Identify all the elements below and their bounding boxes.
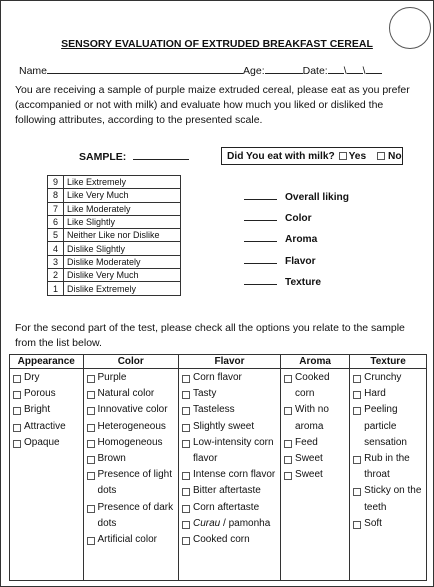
scale-row (48, 242, 181, 255)
color-option[interactable] (87, 435, 176, 451)
attribute-score-field[interactable] (244, 263, 277, 264)
option-label: Presence of dark dots (97, 501, 174, 529)
date-separator: \ (362, 65, 366, 77)
checkbox[interactable] (353, 521, 361, 529)
scale-label: Dislike Very Much (64, 269, 181, 282)
attribute-overall-liking: Overall liking (244, 192, 349, 203)
aroma-option[interactable] (284, 370, 347, 402)
checkbox[interactable] (182, 375, 190, 383)
texture-option[interactable] (353, 402, 424, 451)
checkbox[interactable] (87, 375, 95, 383)
option-label: Innovative color (97, 404, 168, 416)
color-option[interactable] (87, 532, 176, 548)
age-field[interactable] (265, 63, 303, 74)
flavor-option[interactable] (182, 500, 278, 516)
checkbox[interactable] (182, 505, 190, 513)
milk-no-checkbox[interactable] (377, 152, 385, 160)
option-label: Presence of light dots (97, 469, 173, 497)
appearance-option[interactable] (13, 435, 81, 451)
hedonic-scale-table (47, 175, 181, 296)
scale-label: Like Moderately (64, 202, 181, 215)
sample-label: SAMPLE: (79, 151, 127, 163)
appearance-option[interactable] (13, 386, 81, 402)
checkbox[interactable] (353, 391, 361, 399)
date-year-field[interactable] (366, 63, 382, 74)
aroma-option[interactable] (284, 467, 347, 483)
scale-label: Dislike Extremely (64, 282, 181, 295)
scale-label: Neither Like nor Dislike (64, 229, 181, 242)
option-label: Natural color (97, 388, 155, 400)
flavor-option[interactable] (182, 419, 278, 435)
attribute-color: Color (244, 213, 312, 224)
appearance-option[interactable] (13, 419, 81, 435)
texture-option[interactable] (353, 483, 424, 515)
flavor-option[interactable] (182, 370, 278, 386)
option-label: Dry (24, 372, 40, 383)
option-label: Sweet (295, 469, 323, 481)
flavor-option[interactable] (182, 483, 278, 499)
checkbox[interactable] (284, 472, 292, 480)
attribute-score-field[interactable] (244, 199, 277, 200)
attribute-texture: Texture (244, 277, 321, 288)
color-option[interactable] (87, 386, 176, 402)
option-label: Corn aftertaste (192, 501, 260, 513)
scale-label: Dislike Slightly (64, 242, 181, 255)
color-option[interactable] (87, 370, 176, 386)
milk-yes-checkbox[interactable] (339, 152, 347, 160)
scale-number: 8 (48, 189, 64, 202)
color-option[interactable] (87, 451, 176, 467)
flavor-options (178, 369, 280, 581)
sample-field[interactable] (133, 149, 189, 160)
option-label (193, 516, 270, 532)
scale-label: Dislike Moderately (64, 255, 181, 268)
instructions-paragraph: You are receiving a sample of purple maize extruded cereal, please eat as you prefer (accompanied or not with milk) and evaluate how much you liked or disliked the following attributes, according to the presented scale. (15, 84, 410, 126)
option-label-italic: Curau (192, 517, 221, 529)
scale-number: 3 (48, 255, 64, 268)
header-aroma: Aroma (281, 355, 350, 369)
scale-number: 2 (48, 269, 64, 282)
texture-option[interactable] (353, 386, 424, 402)
scale-row (48, 282, 181, 295)
header-appearance: Appearance (10, 355, 84, 369)
color-option[interactable] (87, 419, 176, 435)
option-label: With no aroma (295, 404, 329, 432)
texture-options (350, 369, 427, 581)
flavor-option[interactable] (182, 386, 278, 402)
checkbox[interactable] (353, 375, 361, 383)
descriptor-checklist-table (9, 354, 427, 581)
scale-number: 6 (48, 215, 64, 228)
option-label: Heterogeneous (97, 420, 166, 432)
flavor-option[interactable] (182, 516, 278, 532)
scale-row (48, 215, 181, 228)
appearance-options (10, 369, 84, 581)
scale-number: 9 (48, 176, 64, 189)
scale-row (48, 176, 181, 189)
checkbox[interactable] (13, 391, 21, 399)
option-label: Sweet (295, 453, 323, 465)
checkbox[interactable] (87, 424, 95, 432)
sample-line (79, 149, 189, 163)
attribute-score-field[interactable] (244, 220, 277, 221)
texture-option[interactable] (353, 370, 424, 386)
date-label: Date: (302, 65, 328, 77)
option-label: Bright (24, 404, 51, 416)
checkbox[interactable] (87, 537, 95, 545)
checkbox[interactable] (182, 440, 190, 448)
checkbox[interactable] (182, 472, 190, 480)
checkbox[interactable] (87, 391, 95, 399)
option-label-rest: / pamonha (223, 517, 271, 529)
date-day-field[interactable] (328, 63, 344, 74)
checkbox[interactable] (13, 407, 21, 415)
aroma-option[interactable] (284, 435, 347, 451)
checkbox[interactable] (182, 424, 190, 432)
aroma-options (281, 369, 350, 581)
option-label: Slightly sweet (192, 420, 255, 432)
scale-label: Like Extremely (64, 176, 181, 189)
appearance-option[interactable] (13, 370, 81, 386)
option-label: Attractive (24, 420, 66, 432)
checkbox[interactable] (182, 391, 190, 399)
second-part-instructions: For the second part of the test, please check all the options you relate to the sample from the list below. (15, 322, 405, 349)
aroma-option[interactable] (284, 402, 347, 434)
header-flavor: Flavor (178, 355, 280, 369)
checkbox[interactable] (284, 440, 292, 448)
option-label: Cooked corn (295, 372, 330, 400)
checkbox[interactable] (284, 456, 292, 464)
option-label: Intense corn flavor (192, 469, 276, 481)
texture-option[interactable] (353, 516, 424, 532)
name-field[interactable] (47, 63, 243, 74)
attribute-score-field[interactable] (244, 241, 277, 242)
option-label: Artificial color (97, 534, 157, 546)
option-label: Low-intensity corn flavor (192, 436, 274, 465)
scale-number: 7 (48, 202, 64, 215)
header-texture: Texture (350, 355, 427, 369)
checkbox[interactable] (353, 456, 361, 464)
option-label: Soft (364, 517, 382, 529)
scale-number: 4 (48, 242, 64, 255)
checkbox[interactable] (13, 424, 21, 432)
option-label: Crunchy (364, 372, 402, 383)
option-label: Hard (364, 388, 386, 400)
scale-row (48, 202, 181, 215)
color-option[interactable] (87, 500, 176, 532)
scale-row (48, 229, 181, 242)
milk-question: Did You eat with milk? (227, 151, 335, 162)
aroma-option[interactable] (284, 451, 347, 467)
form-title: SENSORY EVALUATION OF EXTRUDED BREAKFAST CEREAL (61, 38, 373, 50)
option-label: Porous (24, 388, 56, 400)
scale-row (48, 269, 181, 282)
checkbox[interactable] (182, 488, 190, 496)
option-label: Purple (97, 372, 127, 383)
option-label: Cooked corn (192, 534, 250, 546)
option-label: Corn flavor (192, 372, 242, 383)
option-label: Tasty (192, 388, 217, 400)
checkbox[interactable] (87, 472, 95, 480)
attribute-aroma: Aroma (244, 234, 317, 245)
milk-no-label: No (388, 151, 402, 162)
checkbox[interactable] (13, 375, 21, 383)
checkbox[interactable] (87, 505, 95, 513)
flavor-option[interactable] (182, 402, 278, 418)
texture-option[interactable] (353, 451, 424, 483)
option-label: Feed (295, 436, 318, 448)
option-label: Sticky on the teeth (364, 485, 422, 513)
color-option[interactable] (87, 467, 176, 499)
option-label: Rub in the throat (364, 453, 410, 481)
checkbox[interactable] (284, 407, 292, 415)
checkbox[interactable] (182, 537, 190, 545)
scale-number: 5 (48, 229, 64, 242)
checkbox[interactable] (87, 456, 95, 464)
scale-label: Like Slightly (64, 215, 181, 228)
appearance-option[interactable] (13, 402, 81, 418)
checkbox[interactable] (353, 488, 361, 496)
option-label: Peeling particle sensation (364, 404, 407, 448)
checkbox[interactable] (87, 407, 95, 415)
scale-row (48, 189, 181, 202)
checkbox[interactable] (182, 521, 190, 529)
option-label: Tasteless (192, 404, 235, 416)
date-separator: \ (343, 65, 347, 77)
flavor-option[interactable] (182, 467, 278, 483)
age-label: Age: (243, 65, 265, 77)
option-label: Brown (97, 453, 126, 465)
checkbox[interactable] (182, 407, 190, 415)
scale-number: 1 (48, 282, 64, 295)
milk-question-box (221, 147, 403, 165)
checkbox[interactable] (87, 440, 95, 448)
attribute-flavor: Flavor (244, 256, 316, 267)
scale-row (48, 255, 181, 268)
scale-label: Like Very Much (64, 189, 181, 202)
option-label: Opaque (24, 436, 60, 448)
header-color: Color (83, 355, 178, 369)
checkbox[interactable] (284, 375, 292, 383)
date-month-field[interactable] (347, 63, 363, 74)
flavor-option[interactable] (182, 532, 278, 548)
milk-yes-label: Yes (348, 151, 367, 162)
attribute-score-field[interactable] (244, 284, 277, 285)
option-label: Homogeneous (97, 436, 163, 448)
color-option[interactable] (87, 402, 176, 418)
color-options (83, 369, 178, 581)
checkbox[interactable] (353, 407, 361, 415)
respondent-info-line (19, 63, 382, 77)
name-label: Name (19, 65, 48, 77)
checkbox[interactable] (13, 440, 21, 448)
option-label: Bitter aftertaste (192, 485, 261, 497)
flavor-option[interactable] (182, 435, 278, 467)
